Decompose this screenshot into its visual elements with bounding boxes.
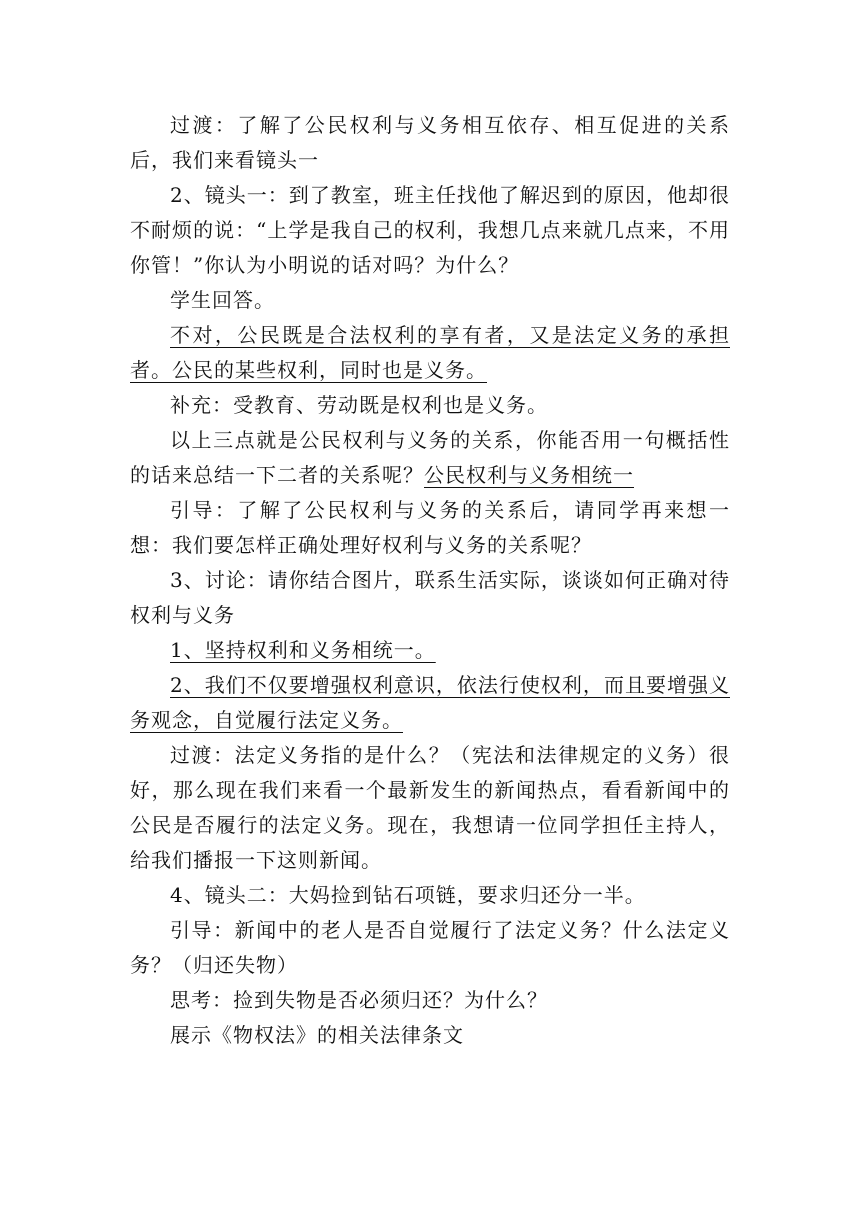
paragraph-point-2 [130,668,730,738]
paragraph-guide-2: 引导：新闻中的老人是否自觉履行了法定义务？什么法定义务？（归还失物） [130,918,730,977]
summary-underlined-conclusion: 公民权利与义务相统一 [424,463,634,487]
paragraph-transition-1: 过渡：了解了公民权利与义务相互依存、相互促进的关系后，我们来看镜头一 [130,113,730,172]
paragraph-scene-one: 2、镜头一：到了教室，班主任找他了解迟到的原因，他却很不耐烦的说：“上学是我自己的权利，我想几点来就几点来，不用你管！”你认为小明说的话对吗？为什么？ [130,183,730,277]
paragraph-discussion: 3、讨论：请你结合图片，联系生活实际，谈谈如何正确对待权利与义务 [130,568,730,627]
paragraph-show-law: 展示《物权法》的相关法律条文 [170,1023,464,1047]
paragraph-point-1 [130,633,730,668]
paragraph-think: 思考：捡到失物是否必须归还？为什么？ [170,988,548,1012]
summary-text: 以上三点就是公民权利与义务的关系，你能否用一句概括性的话来总结一下二者的关系呢？ [130,428,730,487]
paragraph-answer-underlined [130,318,730,388]
underlined-point-2: 2、我们不仅要增强权利意识，依法行使权利，而且要增强义务观念，自觉履行法定义务。 [130,673,730,732]
document-body [130,108,730,1053]
underlined-point-1: 1、坚持权利和义务相统一。 [170,638,436,662]
paragraph-guide-1: 引导：了解了公民权利与义务的关系后，请同学再来想一想：我们要怎样正确处理好权利与义务的关系呢？ [130,498,730,557]
paragraph-student-answer: 学生回答。 [170,288,275,312]
paragraph-summary [130,423,730,493]
paragraph-transition-2: 过渡：法定义务指的是什么？（宪法和法律规定的义务）很好，那么现在我们来看一个最新发生的新闻热点，看看新闻中的公民是否履行的法定义务。现在，我想请一位同学担任主持人，给我们播报一下这则新闻。 [130,743,730,872]
underlined-answer: 不对，公民既是合法权利的享有者，又是法定义务的承担者。公民的某些权利，同时也是义务。 [130,323,730,382]
paragraph-scene-two: 4、镜头二：大妈捡到钻石项链，要求归还分一半。 [170,883,646,907]
paragraph-supplement: 补充：受教育、劳动既是权利也是义务。 [170,393,548,417]
